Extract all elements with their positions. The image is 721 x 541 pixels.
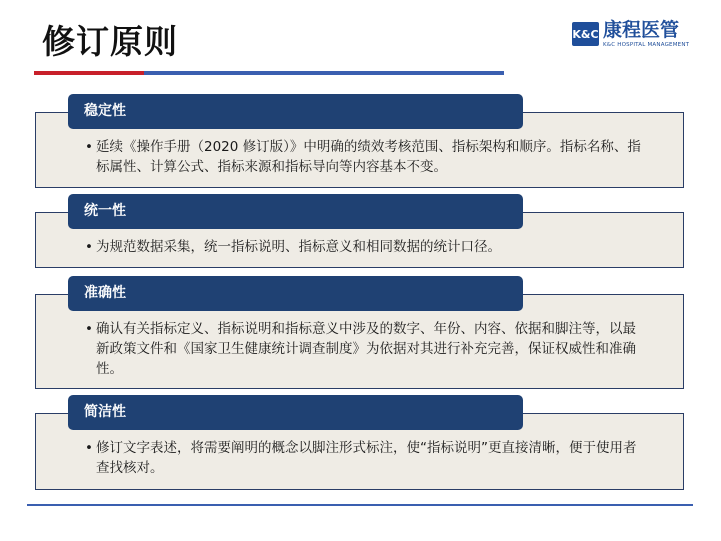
principle-heading: 准确性	[68, 276, 523, 311]
bullet-icon: •	[85, 139, 93, 155]
title-underline-blue	[144, 71, 504, 75]
principle-body: 确认有关指标定义、指标说明和指标意义中涉及的数字、年份、内容、依据和脚注等，以最新政策文件和《国家卫生健康统计调查制度》为依据对其进行补充完善，保证权威性和准确性。	[96, 321, 636, 377]
logo-name: 康程医管	[603, 19, 680, 41]
principle-text	[85, 438, 645, 478]
bullet-icon: •	[85, 321, 93, 337]
title-underline-red	[34, 71, 144, 75]
logo-mark-icon: K&C	[572, 22, 599, 46]
principle-text	[85, 137, 645, 177]
footer-divider	[27, 504, 693, 506]
logo-subtitle: K&C HOSPITAL MANAGEMENT	[603, 42, 690, 48]
company-logo	[572, 20, 707, 52]
principle-body: 修订文字表述，将需要阐明的概念以脚注形式标注，使“指标说明”更直接清晰，便于使用者查找核对。	[96, 440, 637, 476]
principle-text	[85, 237, 645, 257]
page-title: 修订原则	[42, 22, 178, 61]
principle-heading: 统一性	[68, 194, 523, 229]
principle-body: 延续《操作手册（2020 修订版）》中明确的绩效考核范围、指标架构和顺序。指标名称、指标属性、计算公式、指标来源和指标导向等内容基本不变。	[96, 139, 641, 175]
principle-body: 为规范数据采集，统一指标说明、指标意义和相同数据的统计口径。	[96, 239, 501, 255]
principle-heading: 简洁性	[68, 395, 523, 430]
bullet-icon: •	[85, 239, 93, 255]
principle-text	[85, 319, 645, 379]
bullet-icon: •	[85, 440, 93, 456]
principle-heading: 稳定性	[68, 94, 523, 129]
